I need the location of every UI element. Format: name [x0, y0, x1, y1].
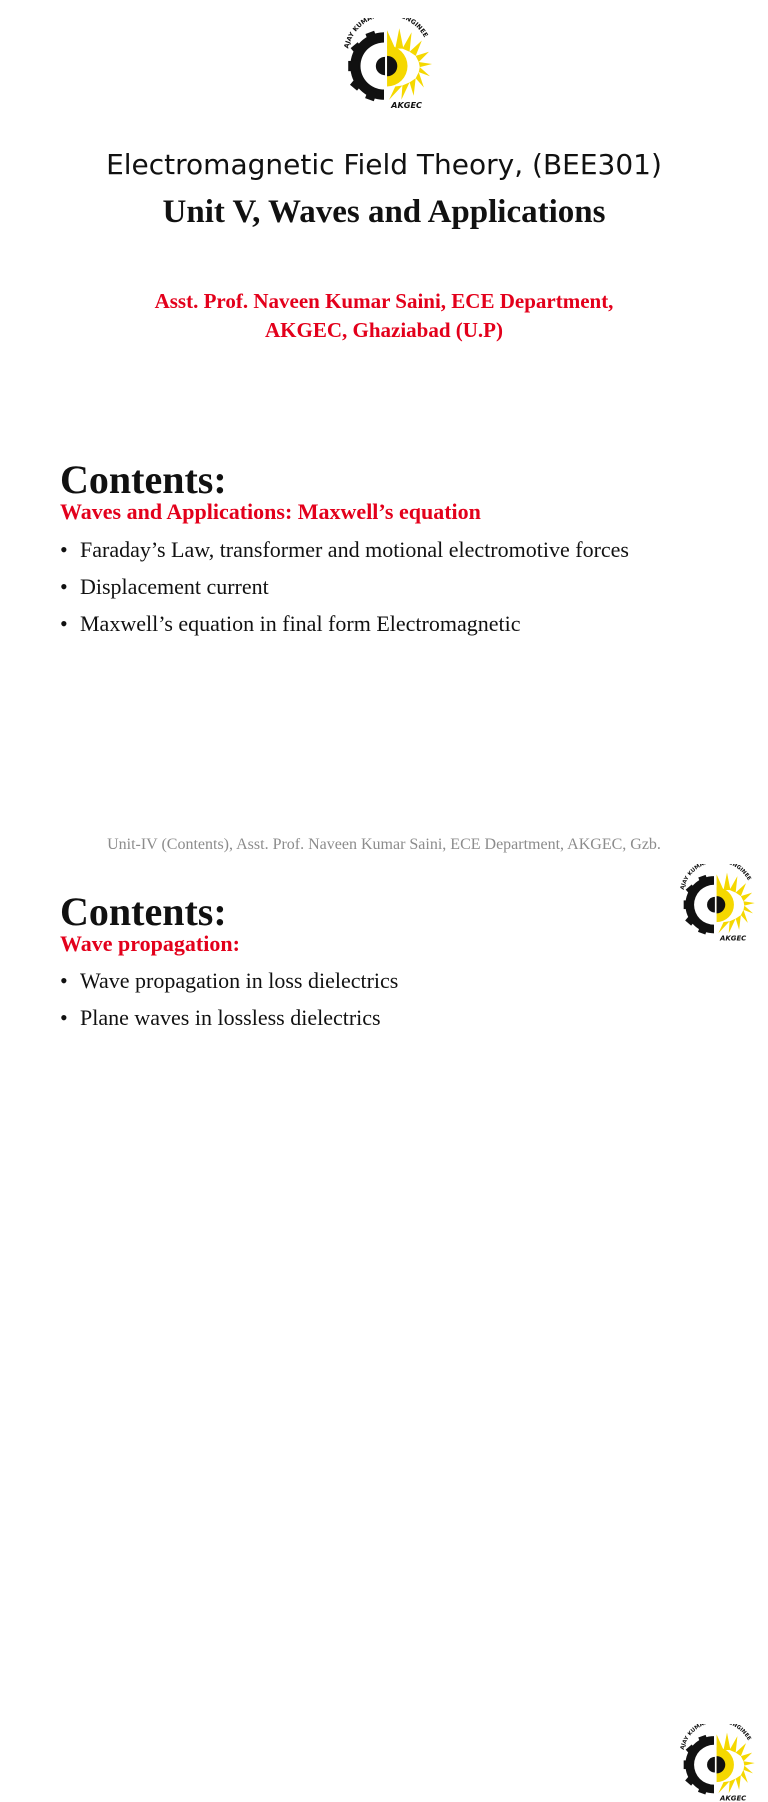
section-heading: Waves and Applications: Maxwell’s equation — [60, 499, 481, 524]
list-item: • Wave propagation in loss dielectrics — [60, 968, 399, 993]
bullet-icon: • — [60, 537, 68, 562]
author-line-1: Asst. Prof. Naveen Kumar Saini, ECE Department, — [154, 289, 614, 313]
bullet-icon: • — [60, 1005, 68, 1030]
list-item: • Faraday’s Law, transformer and motional electromotive forces — [60, 537, 629, 562]
section-heading: Wave propagation: — [60, 931, 240, 956]
bullet-list — [60, 968, 700, 1042]
course-title: Electromagnetic Field Theory, (BEE301) — [106, 148, 662, 181]
unit-title: Unit V, Waves and Applications — [162, 194, 606, 230]
contents-heading: Contents: — [60, 457, 227, 502]
akgec-logo-icon — [662, 1724, 766, 1802]
author-info — [0, 287, 768, 345]
slide-footer: Unit-IV (Contents), Asst. Prof. Naveen Kumar Saini, ECE Department, AKGEC, Gzb. — [107, 836, 661, 853]
title-slide — [0, 0, 768, 430]
list-item: • Displacement current — [60, 574, 269, 599]
contents-heading: Contents: — [60, 889, 227, 934]
contents-slide-2 — [0, 860, 768, 1030]
author-line-2: AKGEC, Ghaziabad (U.P) — [264, 318, 503, 342]
bullet-icon: • — [60, 574, 68, 599]
bullet-icon: • — [60, 611, 68, 636]
bullet-icon: • — [60, 968, 68, 993]
list-item: • Maxwell’s equation in final form Electromagnetic — [60, 611, 521, 636]
list-item: • Plane waves in lossless dielectrics — [60, 1005, 381, 1030]
contents-slide-1 — [0, 430, 768, 860]
akgec-logo-icon — [322, 18, 446, 110]
bullet-list — [60, 537, 700, 648]
